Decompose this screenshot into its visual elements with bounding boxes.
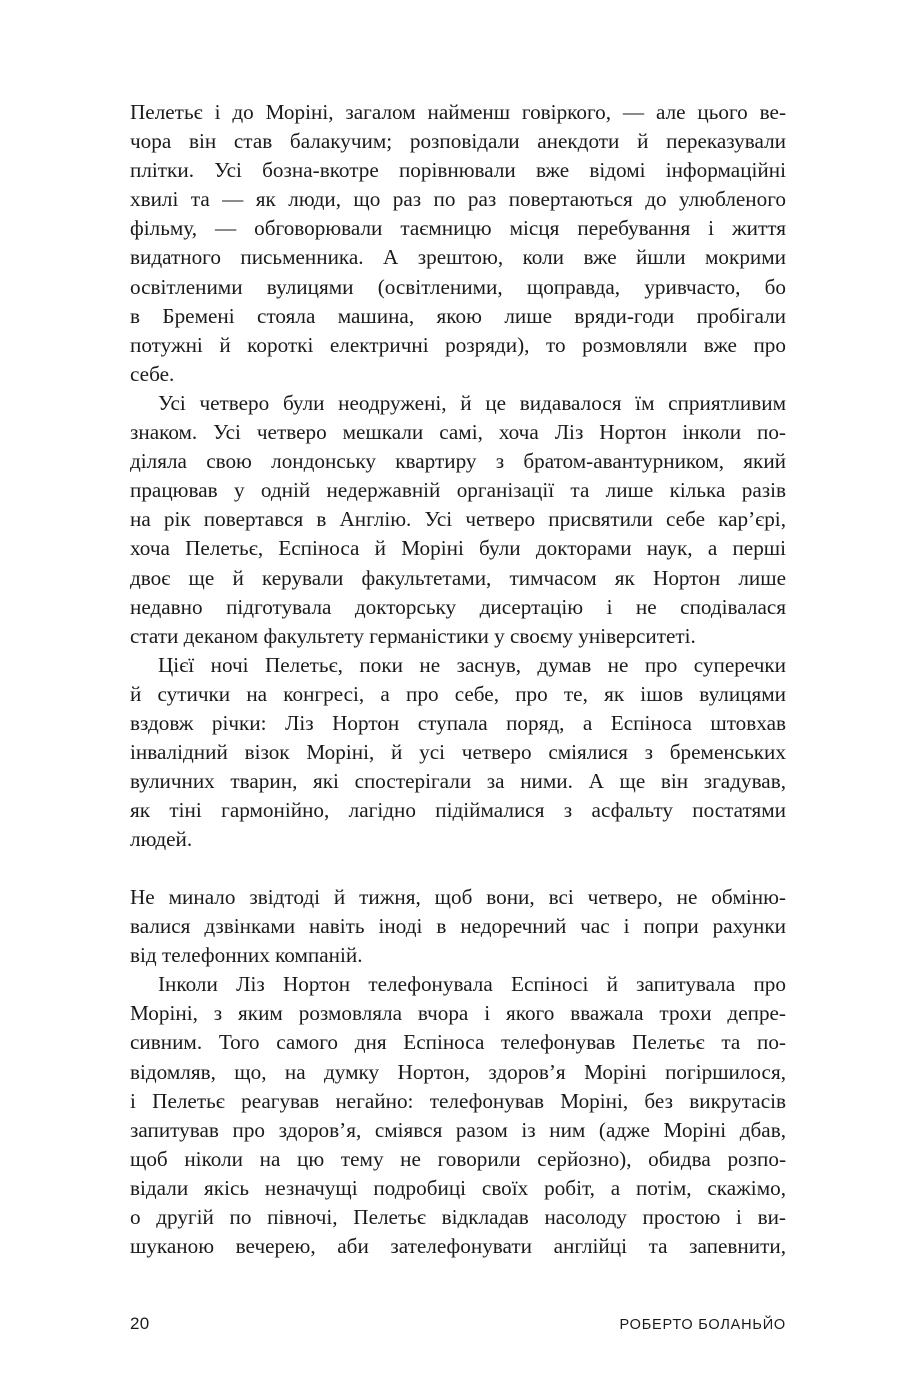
- page-number: 20: [130, 1314, 150, 1333]
- paragraph-5: [130, 970, 786, 1261]
- page-body-section-2: [130, 883, 786, 1261]
- text-line: видатного письменника. А зрештою, коли вже йшли мокрими: [130, 245, 786, 270]
- text-line: знаком. Усі четверо мешкали самі, хоча Ліз Нортон інколи по-: [130, 420, 786, 445]
- text-line: в Бремені стояла машина, якою лише вряди-годи пробігали: [130, 303, 786, 328]
- text-line: плітки. Усі бозна-вкотре порівнювали вже відомі інформаційні: [130, 158, 786, 183]
- text-line: потужні й короткі електричні розряди), то розмовляли вже про: [130, 332, 786, 357]
- text-line: хоча Пелетьє, Еспіноса й Моріні були докторами наук, а перші: [130, 536, 786, 561]
- text-line: недавно підготувала докторську дисертацію і не сподівалася: [130, 594, 786, 619]
- text-line: валися дзвінками навіть іноді в недоречний час і попри рахунки: [130, 914, 786, 939]
- text-line: шуканою вечерею, аби зателефонувати англійці та запевнити,: [130, 1234, 786, 1259]
- page-body: [130, 98, 786, 854]
- text-line: запитував про здоров’я, сміявся разом із ним (адже Моріні дбав,: [130, 1117, 786, 1142]
- text-line: Моріні, з яким розмовляла вчора і якого вважала трохи депре-: [130, 1001, 786, 1026]
- text-line: освітленими вулицями (освітленими, щоправда, уривчасто, бо: [130, 274, 786, 299]
- text-line: як тіні гармонійно, лагідно підіймалися з асфальту постатями: [130, 798, 786, 823]
- text-line: вуличних тварин, які спостерігали за ними. А ще він згадував,: [130, 769, 786, 794]
- text-line: людей.: [130, 827, 193, 852]
- paragraph-2: [130, 389, 786, 651]
- text-line: щоб ніколи на цю тему не говорили серйозно), обидва розпо-: [130, 1146, 786, 1171]
- text-line: чора він став балакучим; розповідали анекдоти й переказували: [130, 129, 786, 154]
- text-line: фільму, — обговорювали таємницю місця перебування і життя: [130, 216, 786, 241]
- text-line: й сутички на конгресі, а про себе, про те, як ішов вулицями: [130, 681, 786, 706]
- text-line: двоє ще й керували факультетами, тимчасом як Нортон лише: [130, 565, 786, 590]
- paragraph-4: [130, 883, 786, 970]
- text-line: відали якісь незначущі подробиці своїх робіт, а потім, скажімо,: [130, 1175, 786, 1200]
- text-line: стати деканом факультету германістики у своєму університеті.: [130, 623, 696, 648]
- text-line: на рік повертався в Англію. Усі четверо присвятили себе кар’єрі,: [130, 507, 786, 532]
- text-line: інвалідний візок Моріні, й усі четверо сміялися з бременських: [130, 740, 786, 765]
- text-line: Цієї ночі Пелетьє, поки не заснув, думав не про суперечки: [158, 652, 786, 677]
- running-head-author: РОБЕРТО БОЛАНЬЙО: [619, 1317, 786, 1333]
- text-line: себе.: [130, 361, 175, 386]
- text-line: діляла свою лондонську квартиру з братом-авантурником, який: [130, 449, 786, 474]
- text-line: Пелетьє і до Моріні, загалом найменш говіркого, — але цього ве-: [130, 100, 786, 124]
- text-line: і Пелетьє реагував негайно: телефонував Моріні, без викрутасів: [130, 1088, 786, 1113]
- text-line: Інколи Ліз Нортон телефонувала Еспіносі й запитувала про: [158, 972, 786, 997]
- text-line: сивним. Того самого дня Еспіноса телефонував Пелетьє та по-: [130, 1030, 786, 1055]
- paragraph-3: [130, 651, 786, 855]
- text-line: вздовж річки: Ліз Нортон ступала поряд, а Еспіноса штовхав: [130, 710, 786, 735]
- text-line: хвилі та — як люди, що раз по раз повертаються до улюбленого: [130, 187, 786, 212]
- text-line: від телефонних компаній.: [130, 943, 363, 968]
- text-line: о другій по півночі, Пелетьє відкладав насолоду простою і ви-: [130, 1205, 786, 1230]
- text-line: Не минало звідтоді й тижня, щоб вони, всі четверо, не обміню-: [130, 885, 786, 909]
- paragraph-1: [130, 98, 786, 389]
- text-line: відомляв, що, на думку Нортон, здоров’я Моріні погіршилося,: [130, 1059, 786, 1084]
- text-line: працював у одній недержавній організації та лише кілька разів: [130, 478, 786, 503]
- text-line: Усі четверо були неодружені, й це видавалося їм сприятливим: [158, 390, 786, 415]
